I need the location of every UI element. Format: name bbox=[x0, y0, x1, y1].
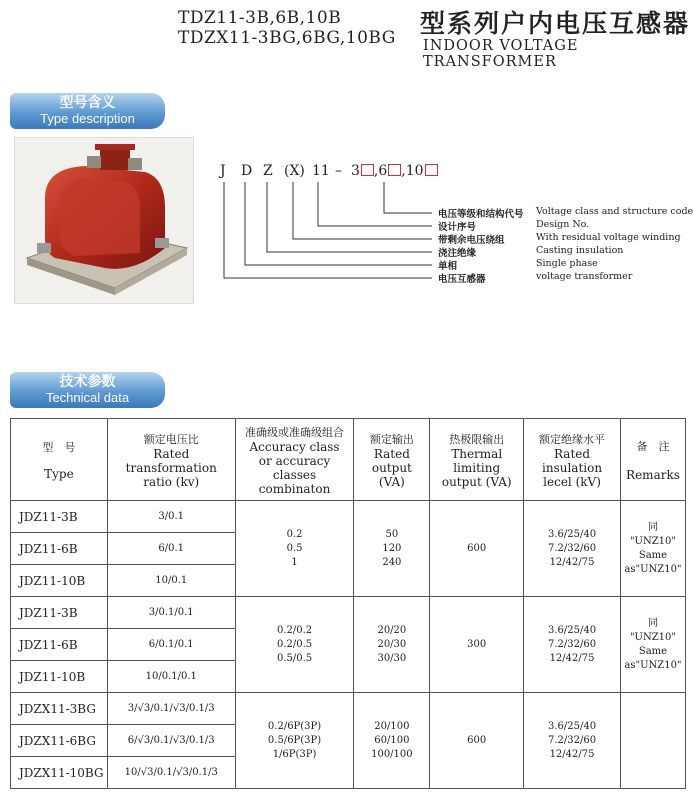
type-cell: JDZ11-10B bbox=[11, 661, 108, 693]
model-line-2: TDZX11-3BG,6BG,10BG bbox=[178, 28, 396, 48]
remarks-cell: 同 "UNZ10" Same as"UNZ10" bbox=[620, 501, 685, 597]
ratio-cell: 10/0.1/0.1 bbox=[107, 661, 235, 693]
desc-cn-5: 单相 bbox=[438, 261, 458, 272]
desc-en-2: Design No. bbox=[536, 219, 590, 230]
type-cell: JDZX11-10BG bbox=[11, 757, 108, 789]
header-accuracy: 准确级或准确级组合 Accuracy class or accuracy classes combinaton bbox=[235, 419, 354, 501]
banner-en: Technical data bbox=[45, 390, 130, 405]
desc-en-6: voltage transformer bbox=[536, 271, 633, 282]
header-output: 额定输出 Rated output (VA) bbox=[354, 419, 430, 501]
header-type: 型 号 Type bbox=[11, 419, 108, 501]
ratio-cell: 3/0.1 bbox=[107, 501, 235, 533]
thermal-cell: 600 bbox=[430, 501, 524, 597]
type-cell: JDZX11-3BG bbox=[11, 693, 108, 725]
type-cell: JDZX11-6BG bbox=[11, 725, 108, 757]
ratio-cell: 3/√3/0.1/√3/0.1/3 bbox=[107, 693, 235, 725]
technical-data-banner bbox=[10, 372, 165, 408]
desc-en-1: Voltage class and structure code bbox=[536, 206, 694, 217]
code-v10: ,10 bbox=[401, 163, 424, 179]
desc-cn-1: 电压等级和结构代号 bbox=[438, 209, 524, 220]
insulation-cell: 3.6/25/40 7.2/32/60 12/42/75 bbox=[524, 693, 621, 789]
ratio-cell: 10/√3/0.1/√3/0.1/3 bbox=[107, 757, 235, 789]
title-english: INDOOR VOLTAGE TRANSFORMER bbox=[423, 38, 579, 70]
code-dash: – bbox=[335, 163, 342, 179]
remarks-cell-empty bbox=[620, 693, 685, 789]
code-v6: ,6 bbox=[373, 163, 388, 179]
type-cell: JDZ11-3B bbox=[11, 501, 108, 533]
banner-en: Type description bbox=[40, 111, 135, 126]
ratio-cell: 10/0.1 bbox=[107, 565, 235, 597]
code-j: J bbox=[220, 163, 226, 179]
code-num: 11 bbox=[312, 163, 330, 179]
code-v3: 3 bbox=[351, 163, 360, 179]
ratio-cell: 6/√3/0.1/√3/0.1/3 bbox=[107, 725, 235, 757]
type-cell: JDZ11-10B bbox=[11, 565, 108, 597]
type-cell: JDZ11-6B bbox=[11, 533, 108, 565]
insulation-cell: 3.6/25/40 7.2/32/60 12/42/75 bbox=[524, 597, 621, 693]
banner-cn: 型号含义 bbox=[59, 94, 116, 110]
desc-cn-2: 设计序号 bbox=[438, 222, 477, 233]
table-row bbox=[11, 501, 686, 533]
desc-en-4: Casting insulation bbox=[536, 245, 624, 256]
model-line-1: TDZ11-3B,6B,10B bbox=[178, 8, 342, 28]
title-chinese: 型系列户内电压互感器 bbox=[420, 9, 691, 38]
insulation-cell: 3.6/25/40 7.2/32/60 12/42/75 bbox=[524, 501, 621, 597]
ratio-cell: 6/0.1 bbox=[107, 533, 235, 565]
output-cell: 20/100 60/100 100/100 bbox=[354, 693, 430, 789]
output-cell: 50 120 240 bbox=[354, 501, 430, 597]
header-insulation: 额定绝缘水平 Rated insulation lecel (kV) bbox=[524, 419, 621, 501]
header-ratio: 额定电压比 Rated transformation ratio (kv) bbox=[107, 419, 235, 501]
accuracy-cell: 0.2 0.5 1 bbox=[235, 501, 354, 597]
ratio-cell: 6/0.1/0.1 bbox=[107, 629, 235, 661]
thermal-cell: 600 bbox=[430, 693, 524, 789]
technical-data-table bbox=[10, 418, 686, 789]
type-cell: JDZ11-3B bbox=[11, 597, 108, 629]
header-thermal: 热极限输出 Thermal limiting output (VA) bbox=[430, 419, 524, 501]
accuracy-cell: 0.2/0.2 0.2/0.5 0.5/0.5 bbox=[235, 597, 354, 693]
type-cell: JDZ11-6B bbox=[11, 629, 108, 661]
banner-cn: 技术参数 bbox=[59, 373, 116, 389]
desc-en-3: With residual voltage winding bbox=[536, 232, 681, 243]
desc-cn-3: 带剩余电压绕组 bbox=[438, 235, 505, 246]
desc-en-5: Single phase bbox=[536, 258, 598, 269]
desc-cn-4: 浇注绝缘 bbox=[438, 248, 477, 259]
code-d: D bbox=[241, 163, 253, 179]
code-z: Z bbox=[263, 163, 273, 179]
table-row bbox=[11, 597, 686, 629]
output-cell: 20/20 20/30 30/30 bbox=[354, 597, 430, 693]
accuracy-cell: 0.2/6P(3P) 0.5/6P(3P) 1/6P(3P) bbox=[235, 693, 354, 789]
remarks-cell: 同 "UNZ10" Same as"UNZ10" bbox=[620, 597, 685, 693]
thermal-cell: 300 bbox=[430, 597, 524, 693]
header-remarks: 备 注 Remarks bbox=[620, 419, 685, 501]
code-x: (X) bbox=[284, 163, 305, 179]
desc-cn-6: 电压互感器 bbox=[438, 274, 486, 285]
table-row bbox=[11, 693, 686, 725]
ratio-cell: 3/0.1/0.1 bbox=[107, 597, 235, 629]
table-header-row bbox=[11, 419, 686, 501]
